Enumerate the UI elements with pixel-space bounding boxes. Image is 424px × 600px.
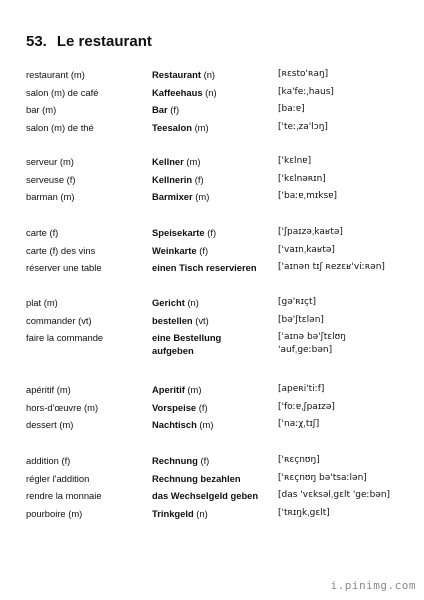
german-word: eine Bestellung	[152, 332, 222, 344]
grammatical-gender: (m)	[199, 419, 214, 431]
german-term	[152, 296, 199, 309]
french-term: apéritif (m)	[26, 384, 71, 395]
german-word: Barmixer	[152, 191, 193, 203]
grammatical-gender: (n)	[205, 86, 217, 98]
french-term: barman (m)	[26, 191, 75, 203]
pronunciation	[278, 489, 390, 502]
grammatical-gender: (m)	[195, 191, 210, 203]
french-term: faire la commande	[26, 332, 104, 344]
pronunciation-line: ['vaɪnˌkaʁtə]	[278, 244, 335, 255]
chapter-title: Le restaurant	[56, 33, 152, 50]
pronunciation	[278, 244, 335, 257]
german-term-line	[152, 68, 215, 81]
german-term	[152, 401, 208, 414]
german-term	[152, 454, 209, 467]
french-term: hors-d'œuvre (m)	[26, 401, 99, 413]
pronunciation-line: [gə'ʀɪçt]	[278, 297, 316, 307]
pronunciation	[278, 155, 311, 168]
german-term-line	[152, 261, 257, 274]
french-term: carte (f)	[26, 227, 59, 238]
pronunciation	[278, 103, 305, 116]
pronunciation-line: 'aufˌgeːbən]	[278, 345, 333, 356]
german-term-line	[152, 155, 200, 168]
pronunciation	[278, 86, 334, 99]
german-term-line	[152, 226, 216, 239]
german-word: Rechnung bezahlen	[152, 472, 241, 484]
grammatical-gender: (f)	[194, 173, 204, 185]
french-term: commander (vt)	[26, 314, 92, 326]
german-term-line	[152, 454, 209, 467]
french-term: régler l'addition	[26, 472, 90, 484]
grammatical-gender: (m)	[186, 156, 201, 167]
french-term: serveur (m)	[26, 156, 74, 167]
german-term	[152, 103, 179, 116]
german-term	[152, 226, 216, 239]
french-term: plat (m)	[26, 297, 58, 308]
german-term	[152, 155, 200, 168]
german-term-line	[152, 507, 208, 520]
pronunciation-line: ['teːˌza'lɔŋ]	[278, 122, 328, 133]
pronunciation-line: ['ʃpaɪzəˌkaʁtə]	[278, 227, 343, 237]
grammatical-gender: (vt)	[195, 314, 209, 326]
german-term-line	[152, 296, 199, 309]
german-term	[152, 331, 221, 357]
pronunciation	[278, 173, 326, 186]
french-term: salon (m) de thé	[26, 122, 94, 134]
pronunciation	[278, 507, 330, 520]
french-term: salon (m) de café	[26, 86, 99, 98]
german-word: Kellnerin	[152, 173, 193, 185]
pronunciation-line: [apeʀi'tiːf]	[278, 384, 325, 394]
german-term-line	[152, 121, 209, 134]
pronunciation	[278, 418, 319, 431]
grammatical-gender: (f)	[200, 455, 210, 466]
chapter-number: 53.	[26, 33, 47, 50]
grammatical-gender: (f)	[170, 104, 180, 116]
german-word: Nachtisch	[152, 419, 197, 431]
german-term-line	[152, 401, 208, 414]
pronunciation-line: [ka'feːˌhaus]	[278, 86, 334, 97]
german-word: Gericht	[152, 297, 185, 308]
german-term	[152, 489, 258, 502]
german-word: Aperitif	[152, 384, 185, 395]
pronunciation-line: ['baːɐˌmɪksɐ]	[278, 191, 338, 202]
pronunciation	[278, 226, 343, 239]
pronunciation	[278, 314, 324, 327]
grammatical-gender: (n)	[196, 508, 208, 520]
french-term: restaurant (m)	[26, 69, 85, 80]
pronunciation-line: ['aɪnə bə'ʃtɛlʊŋ	[278, 332, 346, 343]
pronunciation	[278, 472, 367, 485]
pronunciation-line: [das 'vɛksəlˌgɛlt 'geːbən]	[278, 490, 391, 501]
pronunciation-line: ['kɛlnɐ]	[278, 156, 312, 166]
grammatical-gender: (m)	[187, 384, 202, 395]
german-word: Kaffeehaus	[152, 86, 203, 98]
pronunciation-line: ['naːχˌtɪʃ]	[278, 419, 320, 430]
german-term-line	[152, 190, 209, 203]
pronunciation-line: ['foːɐˌʃpaɪzə]	[278, 401, 335, 412]
german-term-line	[152, 244, 208, 257]
french-term: rendre la monnaie	[26, 490, 102, 502]
german-word: aufgeben	[152, 345, 194, 357]
german-word: Speisekarte	[152, 227, 205, 238]
german-word: Trinkgeld	[152, 508, 194, 520]
pronunciation	[278, 401, 335, 414]
pronunciation	[278, 190, 337, 203]
grammatical-gender: (f)	[199, 244, 209, 256]
german-term-line	[152, 472, 241, 485]
grammatical-gender: (f)	[207, 227, 217, 238]
german-term	[152, 507, 208, 520]
french-term: addition (f)	[26, 455, 71, 466]
german-term-line	[152, 383, 201, 396]
french-term: bar (m)	[26, 104, 57, 116]
german-word: Vorspeise	[152, 401, 197, 413]
grammatical-gender: (m)	[194, 122, 209, 134]
pronunciation	[278, 383, 324, 396]
pronunciation	[278, 454, 320, 467]
german-term	[152, 68, 215, 81]
french-term: dessert (m)	[26, 419, 74, 431]
german-term	[152, 314, 209, 327]
german-term	[152, 472, 241, 485]
german-term-line	[152, 103, 179, 116]
pronunciation-line: [bə'ʃtɛlən]	[278, 314, 324, 325]
german-word: bestellen	[152, 314, 193, 326]
german-term	[152, 418, 213, 431]
german-word: Rechnung	[152, 455, 198, 466]
pronunciation-line: ['kɛlnəʀɪn]	[278, 173, 326, 184]
pronunciation-line: ['ʀɛçnʊŋ bə'tsaːlən]	[278, 472, 367, 483]
pronunciation	[278, 296, 316, 309]
french-term: pourboire (m)	[26, 508, 83, 520]
watermark: i.pinimg.com	[330, 579, 416, 592]
pronunciation	[278, 331, 346, 357]
french-term: carte (f) des vins	[26, 244, 96, 256]
pronunciation	[278, 261, 385, 274]
grammatical-gender: (f)	[198, 401, 208, 413]
german-term-line	[152, 314, 209, 327]
french-term: serveuse (f)	[26, 173, 76, 185]
pronunciation-line: [ʀɛsto'ʀaŋ]	[278, 69, 329, 79]
german-word: das Wechselgeld geben	[152, 490, 259, 502]
german-word: einen Tisch reservieren	[152, 262, 257, 274]
german-term	[152, 244, 208, 257]
grammatical-gender: (n)	[203, 69, 216, 80]
german-term-line	[152, 418, 213, 431]
pronunciation-line: ['ʀɛçnʊŋ]	[278, 455, 320, 465]
german-term	[152, 383, 201, 396]
pronunciation-line: ['aɪnən tɪʃ ʀezɛʁ'viːʀən]	[278, 262, 385, 273]
pronunciation-line: ['tʀɪŋkˌgɛlt]	[278, 508, 330, 519]
german-term	[152, 261, 257, 274]
german-word: Teesalon	[152, 122, 192, 134]
german-term	[152, 190, 209, 203]
german-term-line	[152, 173, 204, 186]
german-word: Bar	[152, 104, 168, 116]
german-term-line	[152, 331, 221, 344]
pronunciation	[278, 68, 328, 81]
german-term-line	[152, 489, 258, 502]
french-term: réserver une table	[26, 262, 102, 274]
pronunciation-line: [baːɐ]	[278, 104, 305, 115]
grammatical-gender: (n)	[187, 297, 199, 308]
german-term	[152, 121, 209, 134]
german-word: Weinkarte	[152, 244, 197, 256]
german-term-line	[152, 86, 217, 99]
german-term-line	[152, 344, 221, 357]
pronunciation	[278, 121, 328, 134]
german-word: Kellner	[152, 156, 184, 167]
german-term	[152, 173, 204, 186]
german-term	[152, 86, 217, 99]
german-word: Restaurant	[152, 69, 201, 80]
